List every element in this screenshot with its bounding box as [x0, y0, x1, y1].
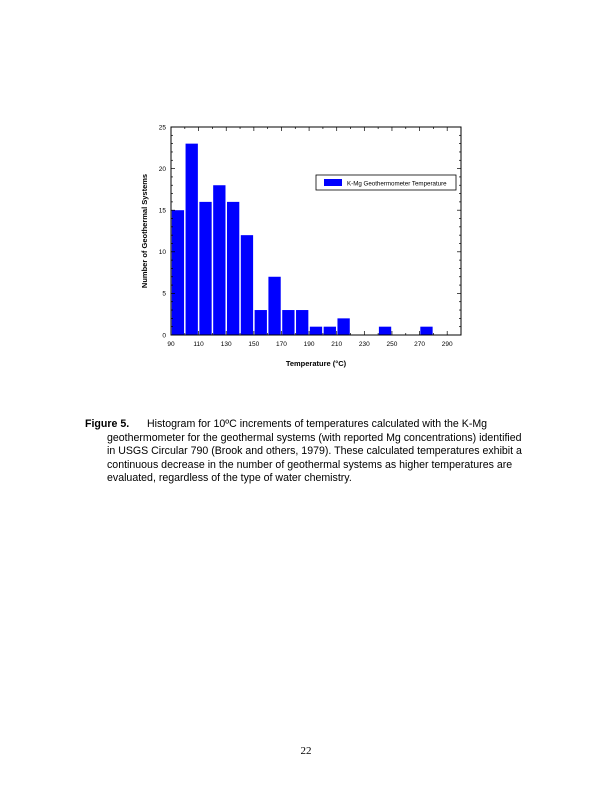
page-number: 22 — [300, 745, 312, 757]
y-tick-label: 15 — [158, 207, 166, 215]
x-tick-label: 190 — [303, 341, 315, 348]
bar — [268, 277, 280, 335]
y-tick-label: 10 — [158, 249, 166, 257]
legend-label: K-Mg Geothermometer Temperature — [347, 180, 447, 188]
bar — [227, 202, 239, 335]
x-tick-label: 230 — [358, 341, 370, 348]
x-tick-label: 110 — [193, 341, 204, 348]
x-tick-label: 210 — [331, 341, 343, 348]
bar — [199, 202, 211, 335]
y-tick-label: 0 — [162, 332, 166, 340]
legend-swatch — [324, 179, 342, 186]
x-tick-label: 270 — [414, 341, 426, 348]
y-tick-label: 20 — [158, 165, 166, 173]
bar — [324, 327, 336, 335]
legend — [316, 175, 456, 190]
bar-group — [172, 144, 433, 335]
x-tick-labels — [167, 341, 453, 348]
x-tick-label: 170 — [276, 341, 287, 348]
y-tick-label: 5 — [162, 290, 166, 298]
y-axis-label: Number of Geothermal Systems — [140, 173, 149, 289]
bar — [172, 210, 184, 335]
bar — [213, 185, 225, 335]
bar — [310, 327, 322, 335]
bar — [241, 235, 253, 335]
x-axis-label: Temperature (°C) — [285, 359, 347, 368]
bar — [379, 327, 391, 335]
bar — [337, 318, 349, 335]
bar — [420, 327, 432, 335]
bar — [282, 310, 294, 335]
bar — [255, 310, 267, 335]
caption-line-1: Histogram for 10ºC increments of temperatures calculated with the K-Mg — [147, 418, 488, 430]
figure-label: Figure 5. — [85, 418, 130, 430]
y-tick-labels — [159, 124, 167, 339]
y-tick-label: 25 — [158, 124, 166, 132]
figure-caption — [85, 418, 525, 486]
x-tick-label: 150 — [248, 341, 260, 348]
x-tick-label: 290 — [441, 341, 453, 348]
x-tick-label: 250 — [386, 341, 398, 348]
bar — [296, 310, 308, 335]
x-tick-label: 130 — [220, 341, 232, 348]
x-tick-label: 90 — [167, 341, 175, 348]
bar — [186, 144, 198, 335]
caption-body: geothermometer for the geothermal systems (with reported Mg concentrations) identified in USGS Circular 790 (Brook and others, 1979). These calculated temperatures exhibit a continuous decrease in the number of geothermal systems as higher temperatures are evaluated, regardless of the type of water chemistry. — [107, 431, 522, 485]
